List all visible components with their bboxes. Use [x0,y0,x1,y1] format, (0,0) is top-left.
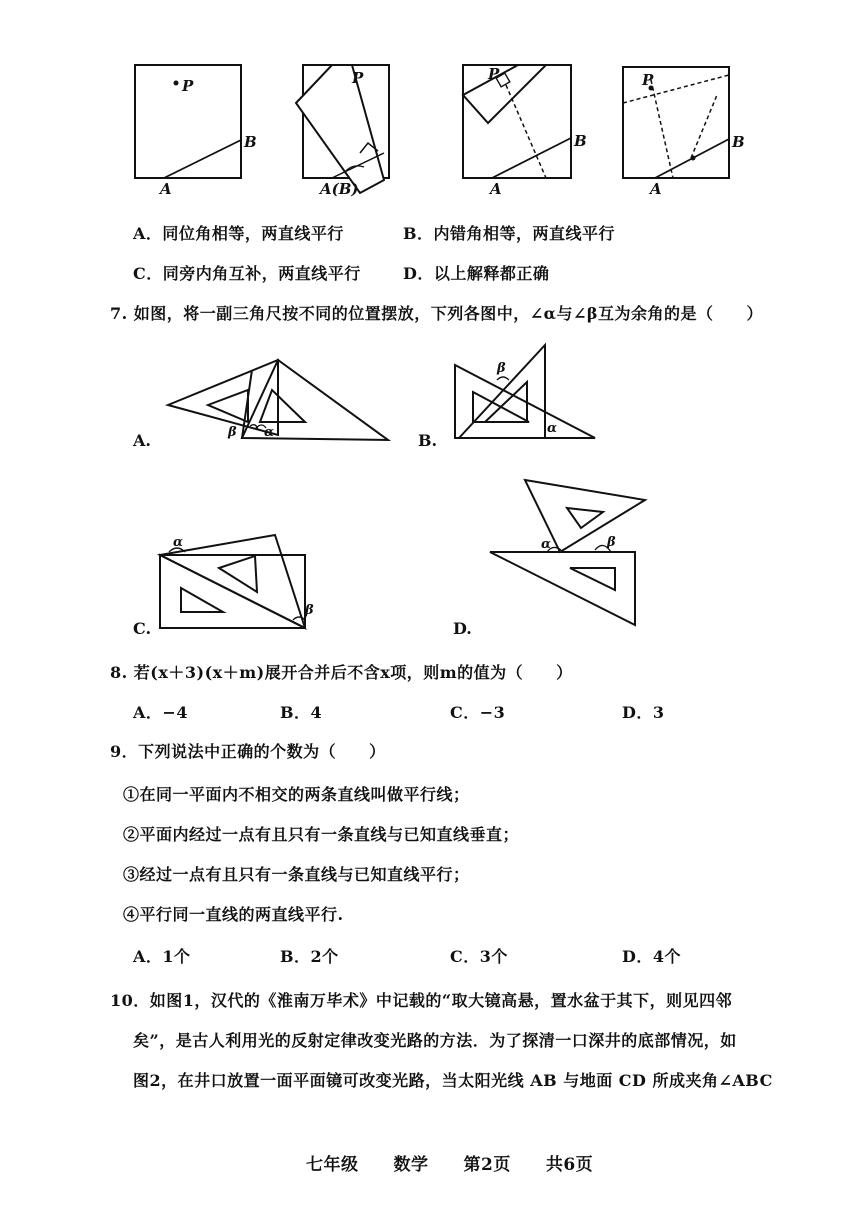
q7-option-b[interactable]: B. [418,431,438,450]
label-alpha-b: α [547,421,558,436]
q9-option-b[interactable]: B．2个 [280,947,339,966]
label-b: B [244,133,257,151]
label-alpha-a: α [264,425,275,440]
label-alpha-c: α [173,535,184,550]
q6-figure-2 [296,65,389,198]
q7-figure-d [485,470,660,635]
q9-option-d[interactable]: D．4个 [622,947,682,966]
q9-item-2: ②平面内经过一点有且只有一条直线与已知直线垂直； [123,825,520,844]
q6-fold-figures [120,55,760,205]
q9-option-a[interactable]: A．1个 [133,947,191,966]
q7-stem: 7. 如图，将一副三角尺按不同的位置摆放，下列各图中，∠α与∠β互为余角的是（ ） [110,304,764,323]
q10-line-3: 图2，在井口放置一面平面镜可改变光路，当太阳光线 AB 与地面 CD 所成夹角∠ABC [133,1071,773,1090]
label-b-4: B [732,133,745,151]
q8-option-b[interactable]: B．4 [280,703,323,722]
q7-figure-a [160,350,400,450]
q6-option-a[interactable]: A．同位角相等，两直线平行 [133,224,344,243]
label-a-4: A [650,180,662,198]
q9-stem: 9．下列说法中正确的个数为（ ） [110,742,386,761]
label-ab: A(B) [320,180,359,198]
q6-option-c[interactable]: C．同旁内角互补，两直线平行 [133,264,361,283]
q8-option-a[interactable]: A．−4 [133,703,188,722]
q6-figure-1 [135,65,257,198]
label-beta-d: β [607,535,616,550]
label-a: A [160,180,172,198]
label-a-3: A [490,180,502,198]
q7-figure-c [155,530,325,640]
q6-option-d[interactable]: D．以上解释都正确 [403,264,550,283]
q9-item-4: ④平行同一直线的两直线平行. [123,905,344,924]
label-beta-b: β [497,361,506,376]
q10-line-1: 10．如图1，汉代的《淮南万毕术》中记载的“取大镜高悬，置水盆于其下，则见四邻 [110,991,733,1010]
q9-item-3: ③经过一点有且只有一条直线与已知直线平行； [123,865,470,884]
q7-option-c[interactable]: C. [133,619,152,638]
page-footer: 七年级 数学 第2页 共6页 [306,1155,594,1175]
label-b-3: B [574,132,587,150]
label-beta-a: β [228,425,237,440]
label-p-4: P [642,71,654,89]
q9-option-c[interactable]: C．3个 [450,947,508,966]
q8-stem: 8. 若(x＋3)(x＋m)展开合并后不含x项，则m的值为（ ） [110,663,573,682]
q9-item-1: ①在同一平面内不相交的两条直线叫做平行线； [123,785,470,804]
q7-option-d[interactable]: D. [453,619,472,638]
q8-option-d[interactable]: D．3 [622,703,665,722]
q8-option-c[interactable]: C．−3 [450,703,506,722]
label-p-2: P [352,69,364,87]
q7-figure-b [445,340,605,450]
label-alpha-d: α [541,537,552,552]
q6-figure-3 [463,65,587,198]
q6-option-b[interactable]: B．内错角相等，两直线平行 [403,224,616,243]
label-p: P [182,77,194,95]
q10-line-2: 矣”，是古人利用光的反射定律改变光路的方法．为了探清一口深井的底部情况，如 [133,1031,737,1050]
label-p-3: P [488,65,500,83]
q7-option-a[interactable]: A. [133,431,151,450]
q6-figure-4 [623,67,745,198]
label-beta-c: β [305,603,314,618]
